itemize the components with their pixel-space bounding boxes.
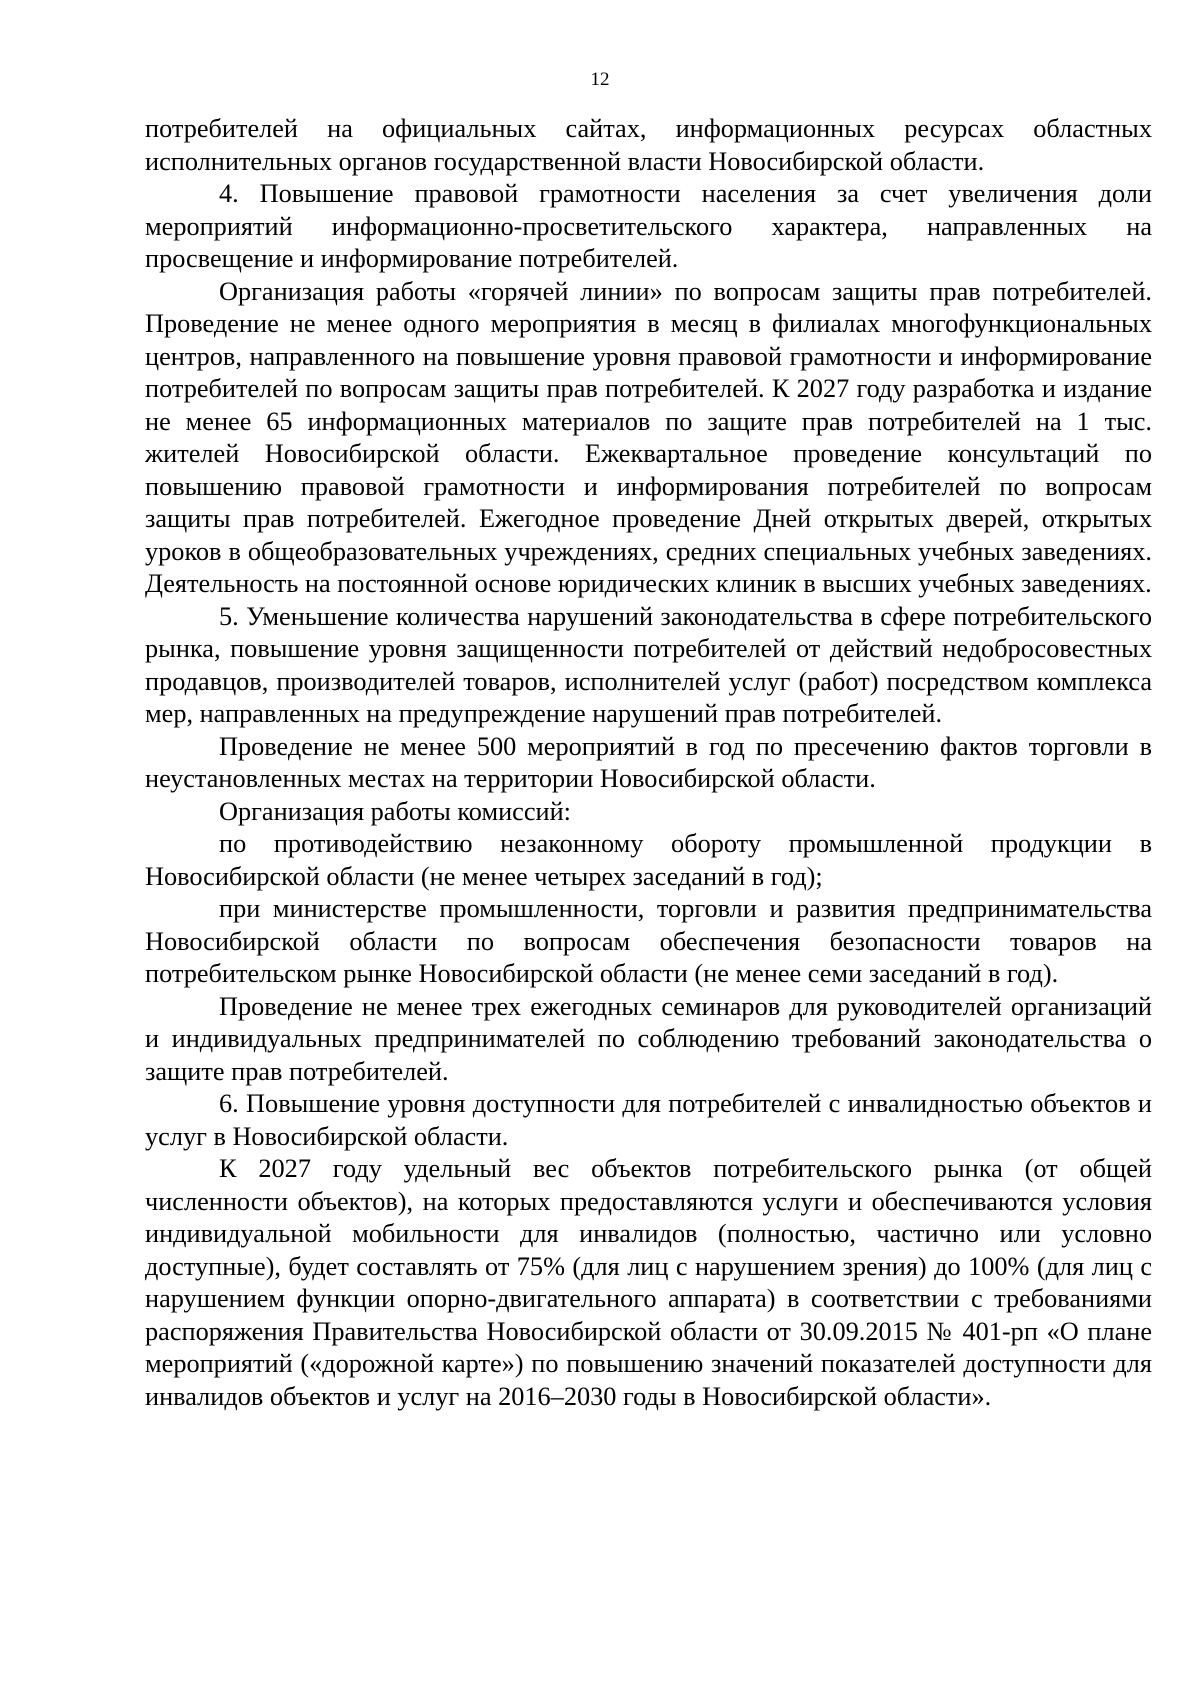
paragraph-seminars: Проведение не менее трех ежегодных семинаров для руководителей организаций и индивидуальных предпринимателей по соблюдению требований законодательства о защите прав потребителей. <box>145 991 1152 1086</box>
paragraph-item-6: 6. Повышение уровня доступности для потребителей с инвалидностью объектов и услуг в Новосибирской области. <box>145 1089 1152 1151</box>
paragraph-commission-ministry: при министерстве промышленности, торговли и развития предпринимательства Новосибирской области по вопросам обеспечения безопасности товаров на потребительском рынке Новосибирской области (не менее семи заседаний в год). <box>145 894 1152 988</box>
paragraph-commissions: Организация работы комиссий: <box>219 796 571 826</box>
paragraph-hotline: Организация работы «горячей линии» по вопросам защиты прав потребителей. Проведение не менее одного мероприятия в месяц в филиалах многофункциональных центров, направленного на повышение уровня правовой грамотности и информирование потребителей по вопросам защиты прав потребителей. К 2027 году разработка и издание не менее 65 информационных материалов по защите прав потребителей на 1 тыс. жителей Новосибирской области. Ежеквартальное проведение консультаций по повышению правовой грамотности и информирования потребителей по вопросам защиты прав потребителей. Ежегодное проведение Дней открытых дверей, открытых уроков в общеобразовательных учреждениях, средних специальных учебных заведениях. Деятельность на постоянной основе юридических клиник в высших учебных заведениях. <box>145 276 1152 598</box>
paragraph-accessibility: К 2027 году удельный вес объектов потребительского рынка (от общей численности объектов), на которых предоставляются услуги и обеспечиваются условия индивидуальной мобильности для инвалидов (полностью, частично или условно доступные), будет составлять от 75% (для лиц с нарушением зрения) до 100% (для лиц с нарушением функции опорно-двигательного аппарата) в соответствии с требованиями распоряжения Правительства Новосибирской области от 30.09.2015 № 401-рп «О плане мероприятий («дорожной карте») по повышению значений показателей доступности для инвалидов объектов и услуг на 2016–2030 годы в Новосибирской области». <box>145 1154 1152 1411</box>
document-body <box>145 113 1152 1413</box>
paragraph-continuation: потребителей на официальных сайтах, информационных ресурсах областных исполнительных органов государственной власти Новосибирской области. <box>145 114 1152 176</box>
paragraph-item-5: 5. Уменьшение количества нарушений законодательства в сфере потребительского рынка, повышение уровня защищенности потребителей от действий недобросовестных продавцов, производителей товаров, исполнителей услуг (работ) посредством комплекса мер, направленных на предупреждение нарушений прав потребителей. <box>145 601 1152 728</box>
page-number: 12 <box>590 69 610 90</box>
paragraph-item-4: 4. Повышение правовой грамотности населения за счет увеличения доли мероприятий информационно-просветительского характера, направленных на просвещение и информирование потребителей. <box>145 179 1152 273</box>
paragraph-events-500: Проведение не менее 500 мероприятий в год по пресечению фактов торговли в неустановленных местах на территории Новосибирской области. <box>145 731 1152 793</box>
paragraph-commission-counterfeit: по противодействию незаконному обороту промышленной продукции в Новосибирской области (не менее четырех заседаний в год); <box>145 829 1152 891</box>
